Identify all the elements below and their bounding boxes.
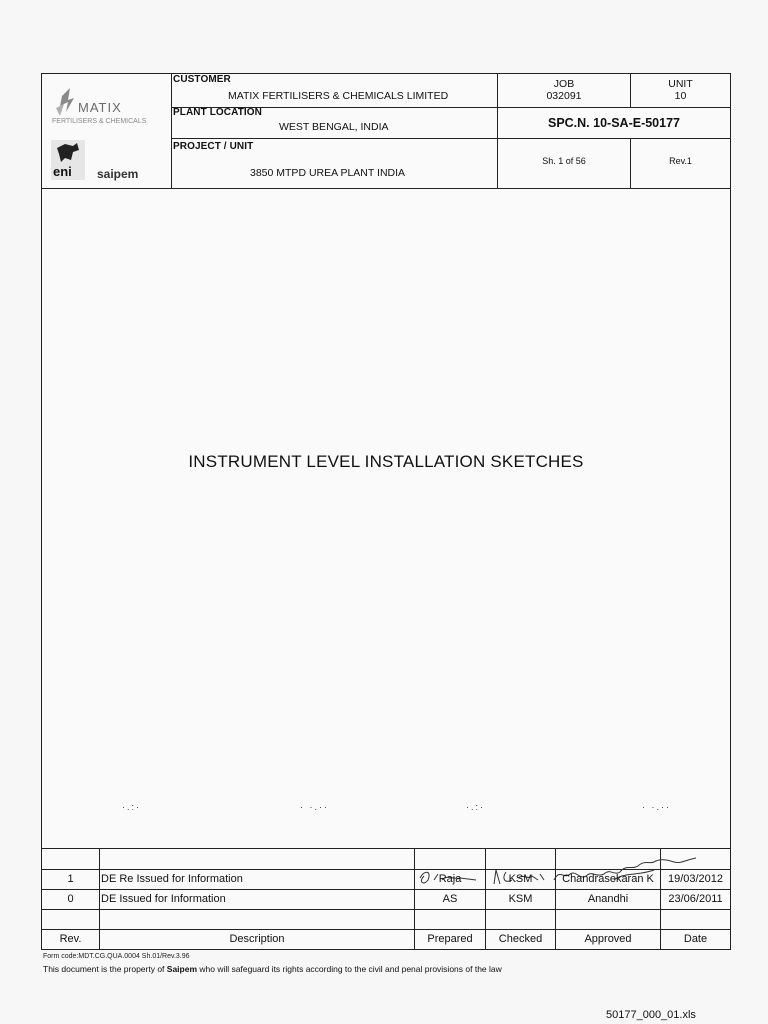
revision-number: Rev.1 xyxy=(669,156,692,166)
rev-cell: 1 xyxy=(67,873,74,885)
unit-label: UNIT xyxy=(668,78,693,90)
date-header: Date xyxy=(683,933,708,945)
rev-cell: 0 xyxy=(67,893,74,905)
eni-wordmark: eni xyxy=(53,164,72,179)
saipem-wordmark: saipem xyxy=(97,167,139,181)
spc-number: SPC.N. 10-SA-E-50177 xyxy=(547,116,680,130)
job-value: 032091 xyxy=(546,90,582,102)
file-name: 50177_000_01.xls xyxy=(606,1009,696,1021)
scan-speck: ·.:· xyxy=(122,802,141,812)
description-cell: DE Issued for Information xyxy=(101,893,226,905)
property-notice-pre: This document is the property of xyxy=(43,964,167,974)
job-label: JOB xyxy=(553,78,575,90)
eni-saipem-logo xyxy=(51,140,161,184)
checked-header: Checked xyxy=(498,933,543,945)
document-title: INSTRUMENT LEVEL INSTALLATION SKETCHES xyxy=(188,452,584,471)
property-notice xyxy=(43,964,502,974)
prepared-cell: Raja xyxy=(438,873,462,885)
project-label: PROJECT / UNIT xyxy=(173,141,254,152)
prepared-header: Prepared xyxy=(427,933,473,945)
project-value: 3850 MTPD UREA PLANT INDIA xyxy=(250,167,406,179)
approved-cell: Anandhi xyxy=(587,893,629,905)
plant-location-value: WEST BENGAL, INDIA xyxy=(279,121,389,133)
sheet-number: Sh. 1 of 56 xyxy=(542,156,586,166)
checked-cell: KSM xyxy=(508,893,533,905)
scan-speck: ·.:· xyxy=(466,802,485,812)
prepared-cell: AS xyxy=(442,893,458,905)
scan-speck: · ·.·· xyxy=(300,802,329,812)
description-header: Description xyxy=(229,933,285,945)
approved-cell: Chandrasekaran K xyxy=(562,873,654,885)
document-sheet xyxy=(41,73,731,950)
title-block-header xyxy=(42,74,730,189)
plant-location-label: PLANT LOCATION xyxy=(173,107,262,118)
date-cell: 19/03/2012 xyxy=(667,873,724,885)
matix-wordmark: MATIX xyxy=(78,100,122,115)
matix-subtitle: FERTILISERS & CHEMICALS xyxy=(52,118,147,125)
scan-speck: · ·.·· xyxy=(642,802,671,812)
revision-table xyxy=(42,848,730,949)
form-code: Form code:MDT.CG.QUA.0004 Sh.01/Rev.3.96 xyxy=(43,953,190,960)
approved-header: Approved xyxy=(584,933,632,945)
property-notice-owner: Saipem xyxy=(166,964,198,974)
rev-header: Rev. xyxy=(59,933,82,945)
customer-value: MATIX FERTILISERS & CHEMICALS LIMITED xyxy=(228,90,449,102)
checked-cell: KSM xyxy=(508,873,533,885)
unit-value: 10 xyxy=(674,90,687,102)
customer-label: CUSTOMER xyxy=(173,74,231,85)
description-cell: DE Re Issued for Information xyxy=(101,873,243,885)
matix-logo xyxy=(48,86,168,126)
property-notice-post: who will safeguard its rights according to the civil and penal provisions of the law xyxy=(197,964,502,974)
date-cell: 23/06/2011 xyxy=(668,893,723,905)
